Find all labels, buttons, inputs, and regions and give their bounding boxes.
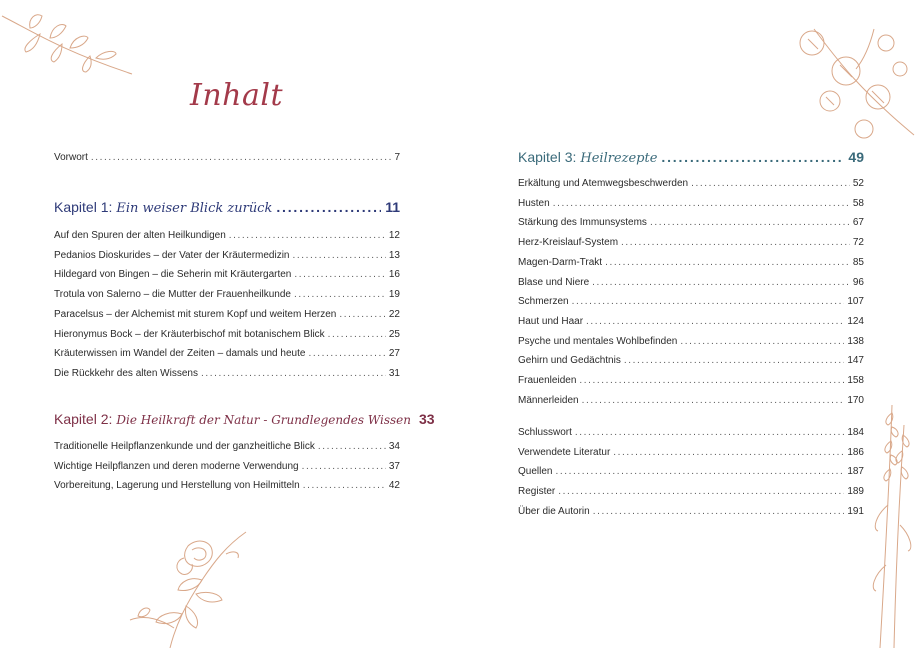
entry-title: Hieronymus Bock – der Kräuterbischof mit botanischem Blick [54, 328, 325, 340]
chapter-subtitle: Heilrezepte [580, 151, 658, 166]
dot-leader [308, 344, 385, 364]
entry-title: Quellen [518, 466, 553, 478]
chapter-page: 49 [848, 149, 864, 165]
entry-page: 107 [847, 296, 864, 308]
entry-title: Haut und Haar [518, 315, 584, 327]
toc-entry[interactable] [54, 437, 400, 457]
entry-page: 52 [852, 178, 864, 189]
entry-title: Blase und Niere [518, 276, 590, 288]
toc-entry[interactable] [518, 443, 864, 463]
dot-leader [605, 253, 850, 273]
toc-entry[interactable] [518, 292, 864, 312]
page-title: Inhalt [190, 78, 284, 113]
toc-entry[interactable] [518, 253, 864, 273]
toc-entry[interactable] [54, 305, 400, 325]
entry-title: Hildegard von Bingen – die Seherin mit Kräutergarten [54, 269, 292, 281]
toc-entry[interactable] [518, 462, 864, 482]
entry-title: Traditionelle Heilpflanzenkunde und der ganzheitliche Blick [54, 441, 315, 452]
entry-title: Über die Autorin [518, 505, 590, 517]
entry-page: 147 [847, 355, 864, 367]
toc-entry[interactable] [518, 482, 864, 502]
leaf-branch-icon [0, 10, 140, 90]
entry-title: Register [518, 486, 556, 498]
dot-leader [339, 305, 386, 325]
dot-leader [318, 437, 386, 457]
lavender-sprig-icon [866, 405, 918, 648]
toc-entry[interactable] [54, 457, 400, 477]
entry-page: 184 [847, 427, 864, 438]
chapter-label: Kapitel 2: [54, 411, 113, 427]
toc-entry[interactable] [54, 364, 400, 384]
entry-page: 16 [388, 269, 400, 281]
toc-entry[interactable] [518, 213, 864, 233]
entry-page: 27 [388, 348, 400, 360]
dot-leader [553, 194, 850, 214]
chapter-page: 11 [385, 199, 400, 215]
toc-chapter-1 [54, 196, 400, 384]
toc-entry-vorwort[interactable] [54, 148, 400, 168]
toc-entry[interactable] [54, 344, 400, 364]
entry-page: 138 [847, 335, 864, 347]
dot-leader [582, 391, 845, 411]
toc-entry[interactable] [518, 502, 864, 522]
entry-page: 37 [388, 460, 400, 472]
entry-title: Frauenleiden [518, 375, 577, 387]
entry-title: Männerleiden [518, 394, 579, 406]
entry-title: Pedanios Dioskurides – der Vater der Kräutermedizin [54, 249, 290, 261]
dot-leader [572, 292, 845, 312]
entry-title: Gehirn und Gedächtnis [518, 355, 621, 367]
toc-entry[interactable] [518, 332, 864, 352]
entry-title: Psyche und mentales Wohlbefinden [518, 335, 678, 347]
dot-leader [201, 364, 386, 384]
entry-title: Stärkung des Immunsystems [518, 217, 647, 229]
entry-page: 170 [847, 394, 864, 406]
toc-entry[interactable] [518, 174, 864, 194]
toc-entry[interactable] [54, 265, 400, 285]
toc-appendix [518, 423, 864, 522]
entry-page: 42 [388, 480, 400, 492]
entry-title: Vorbereitung, Lagerung und Herstellung von Heilmitteln [54, 480, 300, 492]
entry-title: Vorwort [54, 152, 88, 163]
chapter-label: Kapitel 1: [54, 199, 113, 215]
chapter-heading-1[interactable] [54, 196, 400, 220]
dot-leader [558, 482, 844, 502]
chapter-subtitle: Die Heilkraft der Natur - Grundlegendes Wissen [116, 413, 411, 427]
dot-leader [661, 146, 844, 168]
toc-chapter-2 [54, 408, 435, 496]
entry-title: Herz-Kreislauf-System [518, 237, 619, 249]
dot-leader [328, 325, 386, 345]
entry-title: Die Rückkehr des alten Wissens [54, 367, 198, 379]
dot-leader [555, 462, 844, 482]
right-page [459, 0, 918, 648]
dot-leader [303, 476, 386, 496]
entry-title: Husten [518, 197, 550, 209]
entry-page: 7 [394, 152, 400, 163]
toc-entry[interactable] [54, 325, 400, 345]
entry-page: 187 [847, 466, 864, 478]
dot-leader [624, 351, 844, 371]
dot-leader [680, 332, 844, 352]
toc-entry[interactable] [518, 371, 864, 391]
dot-leader [650, 213, 850, 233]
dot-leader [586, 312, 844, 332]
entry-page: 67 [852, 217, 864, 229]
toc-entry[interactable] [518, 273, 864, 293]
toc-intro [54, 148, 400, 168]
entry-page: 189 [847, 486, 864, 498]
entry-title: Verwendete Literatur [518, 446, 611, 458]
entry-page: 85 [852, 256, 864, 268]
dot-leader [621, 233, 850, 253]
entry-page: 19 [388, 289, 400, 301]
dot-leader [229, 226, 386, 246]
dot-leader [293, 246, 386, 266]
dot-leader [579, 371, 844, 391]
toc-entry[interactable] [54, 226, 400, 246]
toc-entry[interactable] [518, 351, 864, 371]
dot-leader [302, 457, 386, 477]
dot-leader [294, 265, 386, 285]
toc-entry[interactable] [518, 312, 864, 332]
entry-title: Magen-Darm-Trakt [518, 256, 603, 268]
toc-entry[interactable] [54, 285, 400, 305]
dot-leader [613, 443, 844, 463]
entry-title: Paracelsus – der Alchemist mit sturem Kopf und weitem Herzen [54, 308, 337, 320]
entry-page: 58 [852, 197, 864, 209]
chapter-heading-2[interactable] [54, 408, 435, 431]
toc-entry[interactable] [518, 423, 864, 443]
entry-page: 96 [852, 276, 864, 288]
dot-leader [691, 174, 850, 194]
dot-leader [294, 285, 386, 305]
dot-leader [91, 148, 392, 168]
dot-leader [575, 423, 844, 443]
toc-entry[interactable] [518, 391, 864, 411]
entry-page: 191 [847, 505, 864, 517]
entry-page: 25 [388, 328, 400, 340]
dot-leader [592, 273, 850, 293]
entry-page: 13 [388, 249, 400, 261]
entry-page: 158 [847, 375, 864, 387]
toc-entry[interactable] [54, 246, 400, 266]
entry-title: Schlusswort [518, 427, 572, 438]
entry-title: Erkältung und Atemwegsbeschwerden [518, 178, 689, 189]
entry-page: 186 [847, 446, 864, 458]
entry-page: 72 [852, 237, 864, 249]
toc-entry[interactable] [518, 194, 864, 214]
entry-title: Trotula von Salerno – die Mutter der Frauenheilkunde [54, 289, 291, 301]
entry-page: 34 [388, 441, 400, 452]
entry-title: Schmerzen [518, 296, 569, 308]
chapter-heading-3[interactable] [518, 146, 864, 170]
chapter-label: Kapitel 3: [518, 149, 577, 165]
toc-entry[interactable] [54, 476, 400, 496]
entry-page: 22 [388, 308, 400, 320]
chapter-subtitle: Ein weiser Blick zurück [116, 201, 273, 216]
toc-entry[interactable] [518, 233, 864, 253]
entry-page: 12 [388, 230, 400, 241]
entry-page: 124 [847, 315, 864, 327]
dot-leader [593, 502, 845, 522]
rose-flower-icon [126, 524, 256, 648]
entry-title: Auf den Spuren der alten Heilkundigen [54, 230, 226, 241]
entry-title: Kräuterwissen im Wandel der Zeiten – damals und heute [54, 348, 306, 360]
toc-chapter-3 [518, 146, 864, 410]
entry-page: 31 [388, 367, 400, 379]
chapter-page: 33 [418, 411, 435, 427]
entry-title: Wichtige Heilpflanzen und deren moderne Verwendung [54, 460, 299, 472]
eucalyptus-branch-icon [794, 25, 918, 145]
dot-leader [276, 196, 381, 218]
